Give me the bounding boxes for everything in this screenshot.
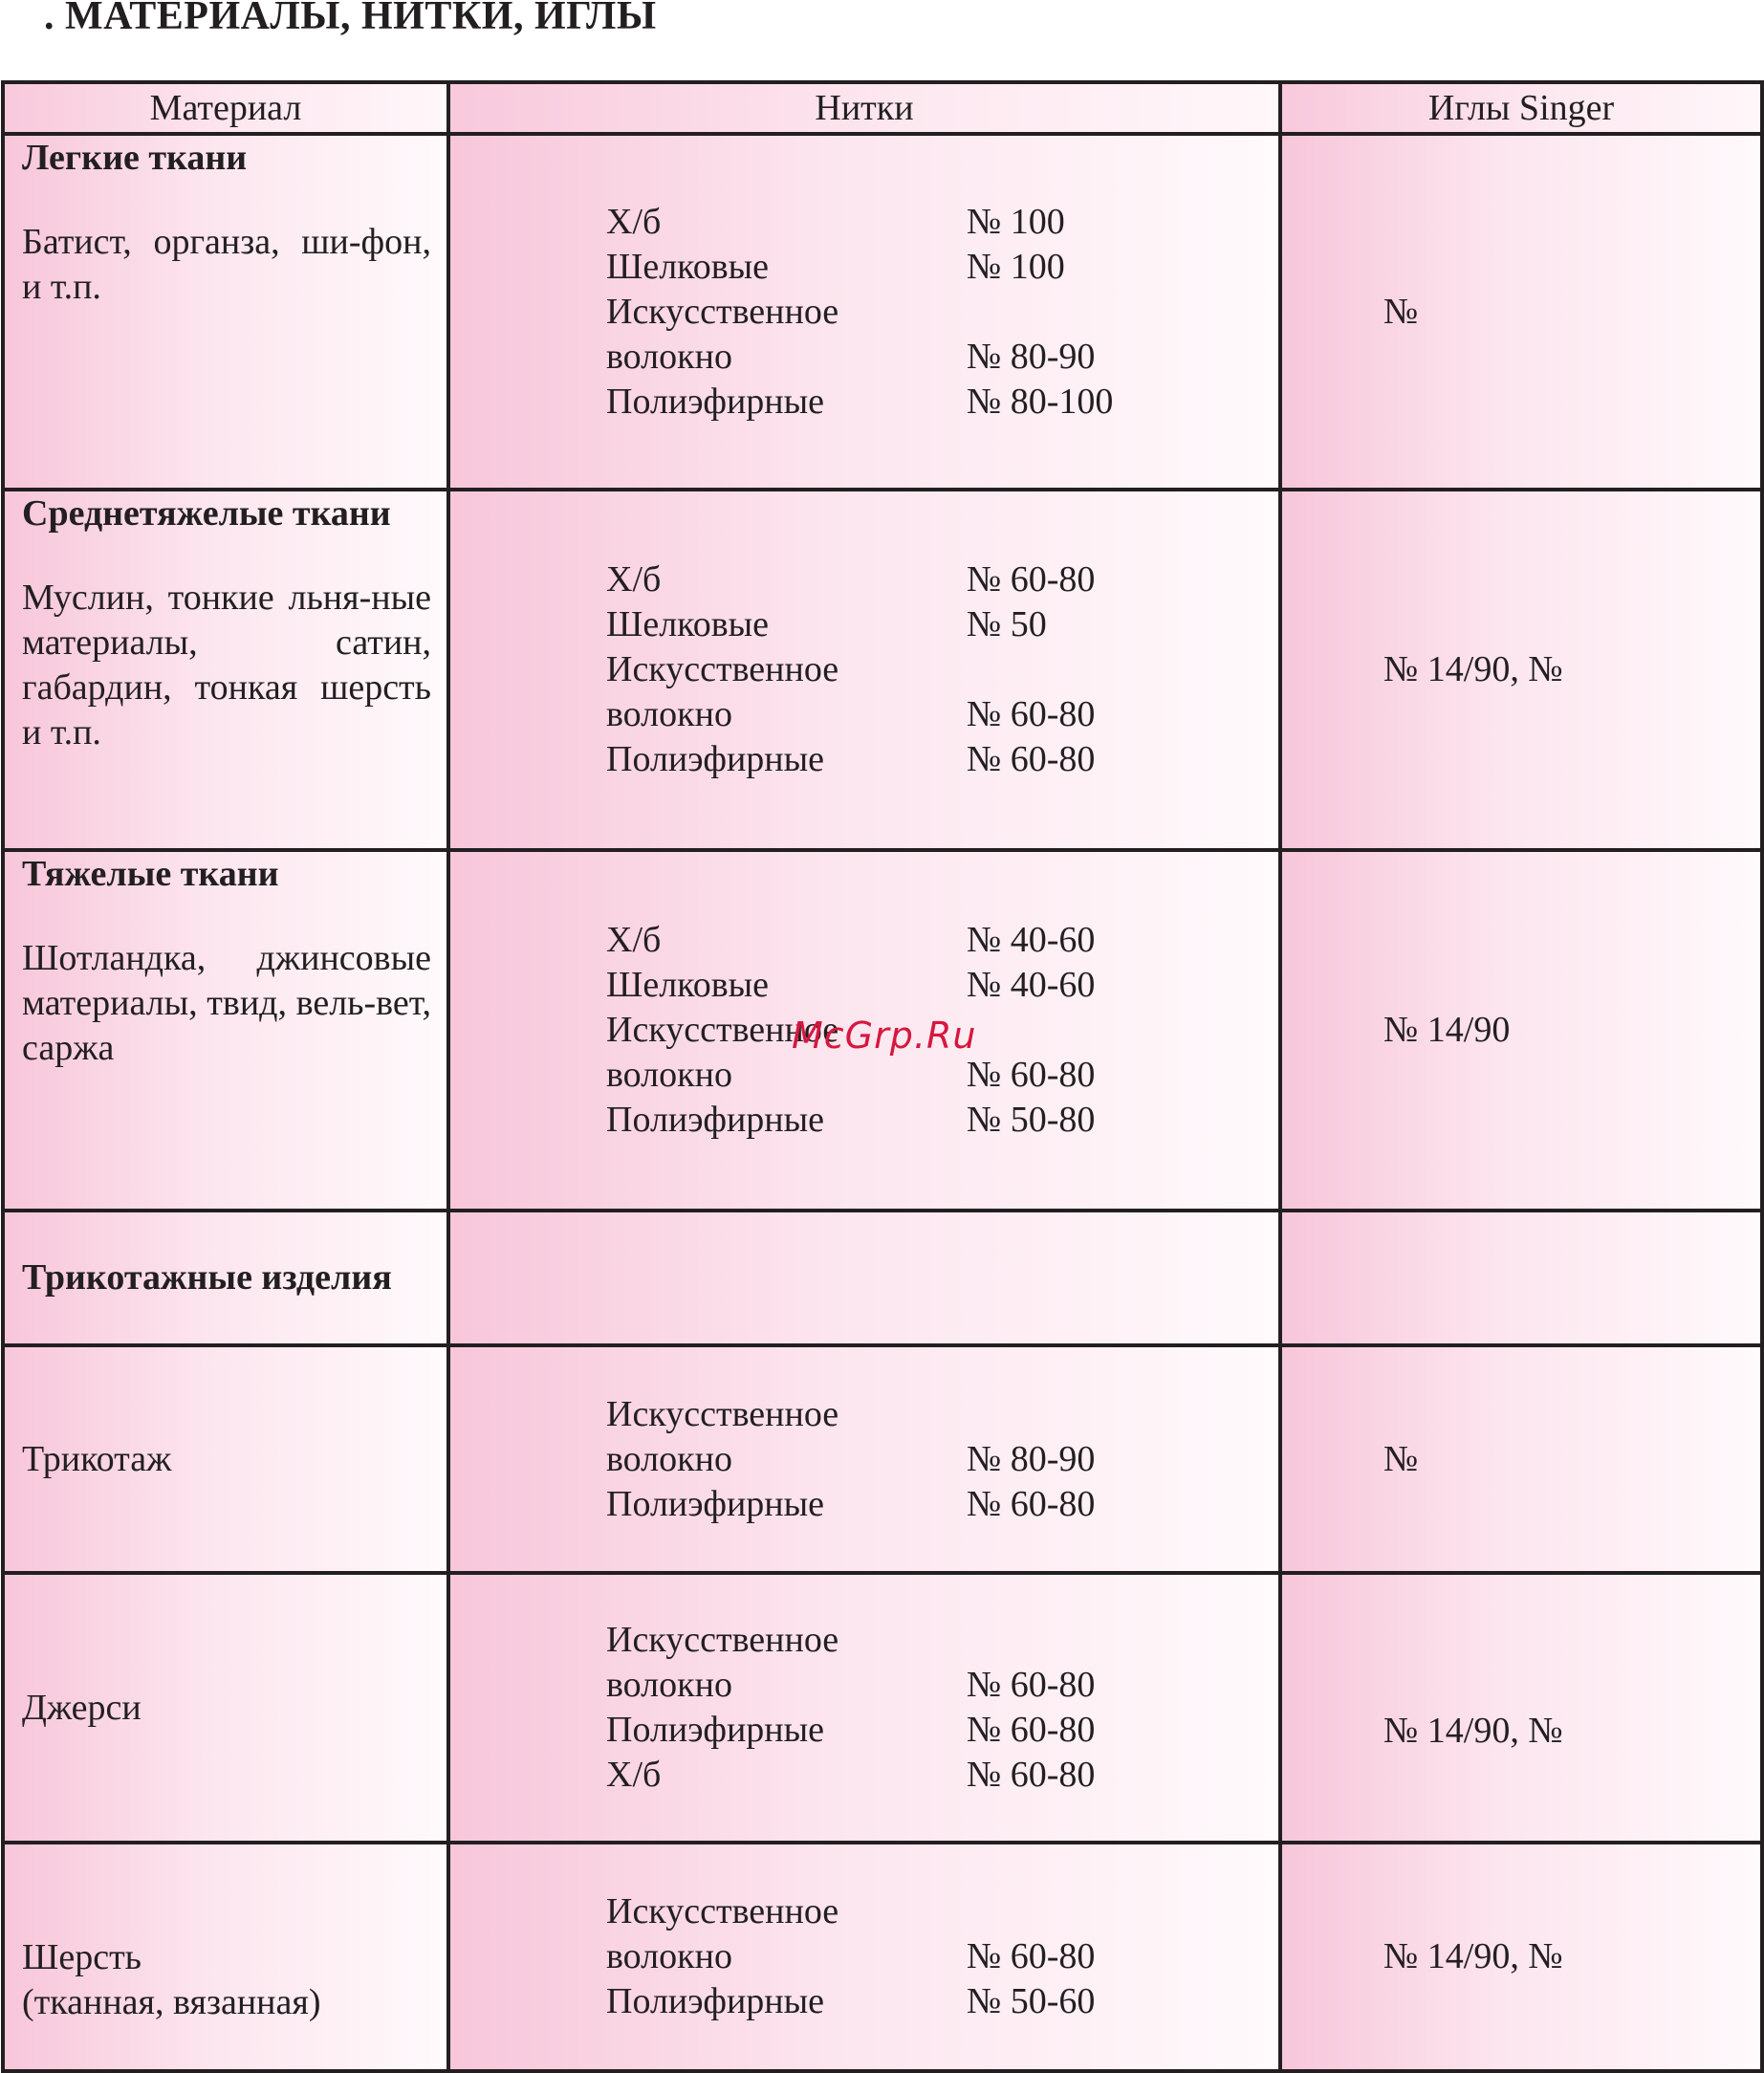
thread-number: № 40-60	[967, 920, 1096, 960]
thread-type: Шелковые	[606, 965, 770, 1005]
thread-type: волокно	[606, 336, 732, 377]
thread-type: Искусственное	[606, 1620, 839, 1660]
threads-cell	[448, 1211, 1280, 1345]
thread-number: № 80-100	[967, 381, 1114, 422]
table-row	[3, 134, 1762, 490]
thread-type: волокно	[606, 1665, 732, 1705]
thread-type: Х/б	[606, 920, 662, 960]
thread-list	[450, 1347, 1278, 1571]
thread-line	[450, 1392, 1278, 1437]
header-needles: Иглы Singer	[1280, 82, 1762, 134]
needles-cell	[1280, 1573, 1762, 1843]
thread-type: Х/б	[606, 1755, 662, 1795]
thread-number: № 80-90	[967, 1438, 1096, 1479]
table-header-row	[3, 82, 1762, 134]
needle-size: № 14/90, №	[1383, 649, 1563, 689]
thread-line	[450, 245, 1278, 290]
material-cell	[3, 490, 448, 850]
thread-line	[450, 963, 1278, 1008]
category-label: Трикотажные изделия	[22, 1257, 392, 1298]
thread-type: волокно	[606, 694, 732, 734]
needles-cell	[1280, 850, 1762, 1211]
thread-type: Искусственное	[606, 1891, 839, 1931]
thread-type: Полиэфирные	[606, 739, 825, 779]
threads-cell	[448, 1843, 1280, 2071]
table-row	[3, 1573, 1762, 1843]
thread-line	[450, 335, 1278, 380]
header-material: Материал	[3, 82, 448, 134]
table-row	[3, 1345, 1762, 1573]
watermark: McGrp.Ru	[792, 1015, 977, 1057]
thread-type: Полиэфирные	[606, 1981, 825, 2021]
section-row	[3, 1211, 1762, 1345]
needle-size: № 14/90	[1383, 1010, 1511, 1050]
needles-cell	[1280, 1211, 1762, 1345]
material-name: Джерси	[22, 1687, 142, 1728]
threads-cell	[448, 490, 1280, 850]
thread-list	[450, 491, 1278, 848]
threads-cell	[448, 134, 1280, 490]
thread-type: Х/б	[606, 201, 662, 242]
thread-type: Искусственное	[606, 649, 839, 689]
thread-type: Искусственное	[606, 1393, 839, 1434]
thread-number: № 60-80	[967, 739, 1096, 779]
thread-number: № 100	[967, 201, 1065, 242]
thread-line	[450, 647, 1278, 692]
needles-cell	[1280, 1843, 1762, 2071]
thread-line	[450, 1889, 1278, 1934]
thread-type: волокно	[606, 1936, 732, 1976]
thread-list	[450, 1844, 1278, 2069]
category-label: Среднетяжелые ткани	[22, 493, 391, 534]
material-description: Шотландка, джинсовые материалы, твид, вель-вет, саржа	[22, 938, 431, 1068]
thread-number: № 80-90	[967, 336, 1096, 377]
material-description: Батист, органза, ши-фон, и т.п.	[22, 222, 431, 307]
threads-cell	[448, 1345, 1280, 1573]
category-label: Тяжелые ткани	[22, 854, 279, 894]
thread-line	[450, 1663, 1278, 1708]
material-cell	[3, 1843, 448, 2071]
thread-number: № 60-80	[967, 1055, 1096, 1095]
thread-line	[450, 1979, 1278, 2024]
thread-number: № 60-80	[967, 1483, 1096, 1524]
thread-line	[450, 918, 1278, 963]
thread-line	[450, 290, 1278, 335]
thread-type: волокно	[606, 1438, 732, 1479]
thread-number: № 60-80	[967, 1710, 1096, 1750]
thread-line	[450, 1708, 1278, 1753]
thread-number: № 60-80	[967, 1755, 1096, 1795]
needles-cell	[1280, 1345, 1762, 1573]
category-label: Легкие ткани	[22, 138, 248, 178]
thread-line	[450, 737, 1278, 782]
thread-type: Полиэфирные	[606, 381, 825, 422]
thread-type: Полиэфирные	[606, 1483, 825, 1524]
thread-number: № 100	[967, 246, 1065, 287]
threads-cell	[448, 1573, 1280, 1843]
needle-size: № 14/90, №	[1383, 1710, 1563, 1751]
thread-number: № 60-80	[967, 559, 1096, 600]
table-row	[3, 490, 1762, 850]
thread-number: № 50-80	[967, 1100, 1096, 1140]
thread-list	[450, 136, 1278, 488]
material-cell	[3, 1345, 448, 1573]
thread-type: Полиэфирные	[606, 1100, 825, 1140]
thread-line	[450, 1482, 1278, 1527]
needle-size: №	[1383, 291, 1419, 332]
thread-number: № 60-80	[967, 694, 1096, 734]
thread-line	[450, 1618, 1278, 1663]
needles-cell	[1280, 134, 1762, 490]
thread-type: Х/б	[606, 559, 662, 600]
material-description: Муслин, тонкие льня-ные материалы, сатин, габардин, тонкая шерсть и т.п.	[22, 578, 431, 753]
needle-size: №	[1383, 1438, 1419, 1479]
thread-line	[450, 1437, 1278, 1482]
page-title: . МАТЕРИАЛЫ, НИТКИ, ИГЛЫ	[44, 0, 657, 38]
header-threads: Нитки	[448, 82, 1280, 134]
material-cell	[3, 1211, 448, 1345]
needle-size: № 14/90, №	[1383, 1936, 1563, 1976]
thread-list	[450, 1575, 1278, 1841]
thread-type: Полиэфирные	[606, 1710, 825, 1750]
material-cell	[3, 1573, 448, 1843]
thread-type: Шелковые	[606, 604, 770, 644]
thread-number: № 60-80	[967, 1936, 1096, 1976]
thread-type: Искусственное	[606, 1010, 839, 1050]
material-cell	[3, 134, 448, 490]
thread-line	[450, 1934, 1278, 1979]
thread-line	[450, 602, 1278, 647]
material-cell	[3, 850, 448, 1211]
thread-line	[450, 380, 1278, 425]
thread-number: № 50-60	[967, 1981, 1096, 2021]
thread-type: волокно	[606, 1055, 732, 1095]
thread-line	[450, 1098, 1278, 1143]
thread-type: Шелковые	[606, 246, 770, 287]
needles-cell	[1280, 490, 1762, 850]
material-note: (тканная, вязанная)	[22, 1981, 321, 2022]
thread-number: № 40-60	[967, 965, 1096, 1005]
material-name: Шерсть	[22, 1936, 142, 1977]
table-row	[3, 1843, 1762, 2071]
thread-line	[450, 200, 1278, 245]
material-name: Трикотаж	[22, 1438, 172, 1479]
thread-line	[450, 692, 1278, 737]
thread-line	[450, 1753, 1278, 1798]
thread-line	[450, 1053, 1278, 1098]
materials-table	[1, 80, 1764, 2073]
thread-number: № 60-80	[967, 1665, 1096, 1705]
thread-line	[450, 557, 1278, 602]
thread-number: № 50	[967, 604, 1047, 644]
thread-type: Искусственное	[606, 291, 839, 332]
